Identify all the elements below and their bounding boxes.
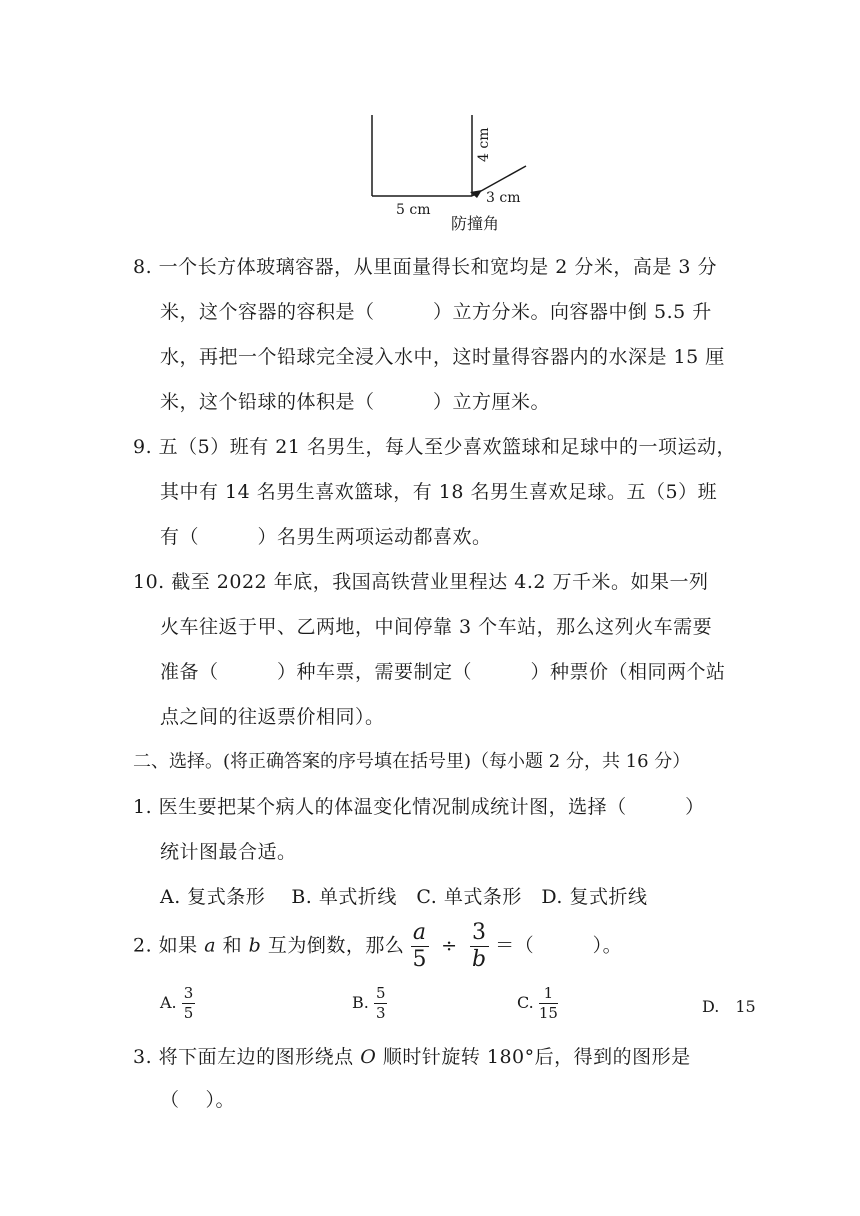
var-b: b [248, 934, 262, 957]
s2-q2-mid1: 和 [216, 934, 249, 957]
q8-line-4: 米，这个铅球的体积是（ ）立方厘米。 [160, 391, 551, 413]
option-b [352, 986, 387, 1021]
q9-line-3: 有（ ）名男生两项运动都喜欢。 [160, 526, 492, 548]
base-label: 5 cm [396, 202, 431, 218]
division-sign: ÷ [441, 934, 458, 957]
fraction-3-over-b [470, 922, 489, 971]
point-o: O [360, 1046, 377, 1068]
q10-line-2: 火车往返于甲、乙两地，中间停靠 3 个车站，那么这列火车需要 [160, 616, 713, 638]
fraction-a-over-5 [411, 922, 429, 971]
option-c-denominator: 15 [538, 1004, 558, 1022]
option-a-fraction [182, 986, 196, 1021]
figure-caption: 防撞角 [451, 214, 500, 233]
s2-q1-line-2: 统计图最合适。 [160, 841, 297, 863]
option-b-numerator: 5 [375, 984, 386, 1002]
option-c [517, 986, 558, 1021]
option-a-numerator: 3 [183, 984, 194, 1002]
width-label: 3 cm [486, 190, 521, 206]
s2-q2-mid2: 互为倒数，那么 [261, 934, 405, 957]
height-label: 4 cm [476, 127, 492, 162]
option-a-label: A. [160, 993, 177, 1012]
option-d: D. 15 [702, 997, 756, 1016]
fraction-a-denominator: 5 [412, 947, 427, 972]
s2-q2-suffix: ＝（ ）。 [495, 934, 623, 957]
q10-line-1: 10. 截至 2022 年底，我国高铁营业里程达 4.2 万千米。如果一列 [133, 571, 709, 593]
option-b-denominator: 3 [375, 1004, 386, 1022]
s2-q2-prefix: 2. 如果 [133, 934, 205, 957]
s2-q3-line-1 [133, 1042, 691, 1069]
fraction-b-denominator: b [472, 947, 487, 972]
option-c-numerator: 1 [539, 986, 558, 1004]
q10-line-4: 点之间的往返票价相同）。 [160, 706, 385, 728]
s2-q1-line-1: 1. 医生要把某个病人的体温变化情况制成统计图，选择（ ） [133, 796, 705, 818]
q9-line-1: 9. 五（5）班有 21 名男生，每人至少喜欢篮球和足球中的一项运动， [133, 436, 737, 458]
fraction-a-numerator: a [412, 920, 427, 945]
q9-line-2: 其中有 14 名男生喜欢篮球，有 18 名男生喜欢足球。五（5）班 [160, 481, 718, 503]
option-a [160, 986, 195, 1021]
s2-q1-options: A. 复式条形 B. 单式折线 C. 单式条形 D. 复式折线 [160, 886, 648, 908]
s2-q3-line-2: （ ）。 [160, 1089, 236, 1111]
bumper-corner-figure [360, 110, 540, 235]
option-a-denominator: 5 [183, 1004, 194, 1022]
option-b-label: B. [352, 993, 369, 1012]
q8-line-2: 米，这个容器的容积是（ ）立方分米。向容器中倒 5.5 升 [160, 301, 712, 323]
q8-line-1: 8. 一个长方体玻璃容器，从里面量得长和宽均是 2 分米，高是 3 分 [133, 256, 718, 278]
s2-q3-prefix: 3. 将下面左边的图形绕点 [133, 1046, 361, 1068]
option-c-label: C. [517, 993, 534, 1012]
option-b-fraction [374, 986, 388, 1021]
q10-line-3: 准备（ ）种车票，需要制定（ ）种票价（相同两个站 [160, 661, 726, 683]
option-c-fraction [539, 986, 558, 1021]
s2-q3-suffix: 顺时针旋转 180°后，得到的图形是 [376, 1046, 691, 1068]
q8-line-3: 水，再把一个铅球完全浸入水中，这时量得容器内的水深是 15 厘 [160, 346, 725, 368]
s2-q2-line [133, 922, 622, 971]
var-a: a [204, 934, 217, 957]
section-2-heading: 二、选择。(将正确答案的序号填在括号里)（每小题 2 分，共 16 分） [133, 751, 691, 772]
fraction-3-numerator: 3 [472, 920, 487, 945]
